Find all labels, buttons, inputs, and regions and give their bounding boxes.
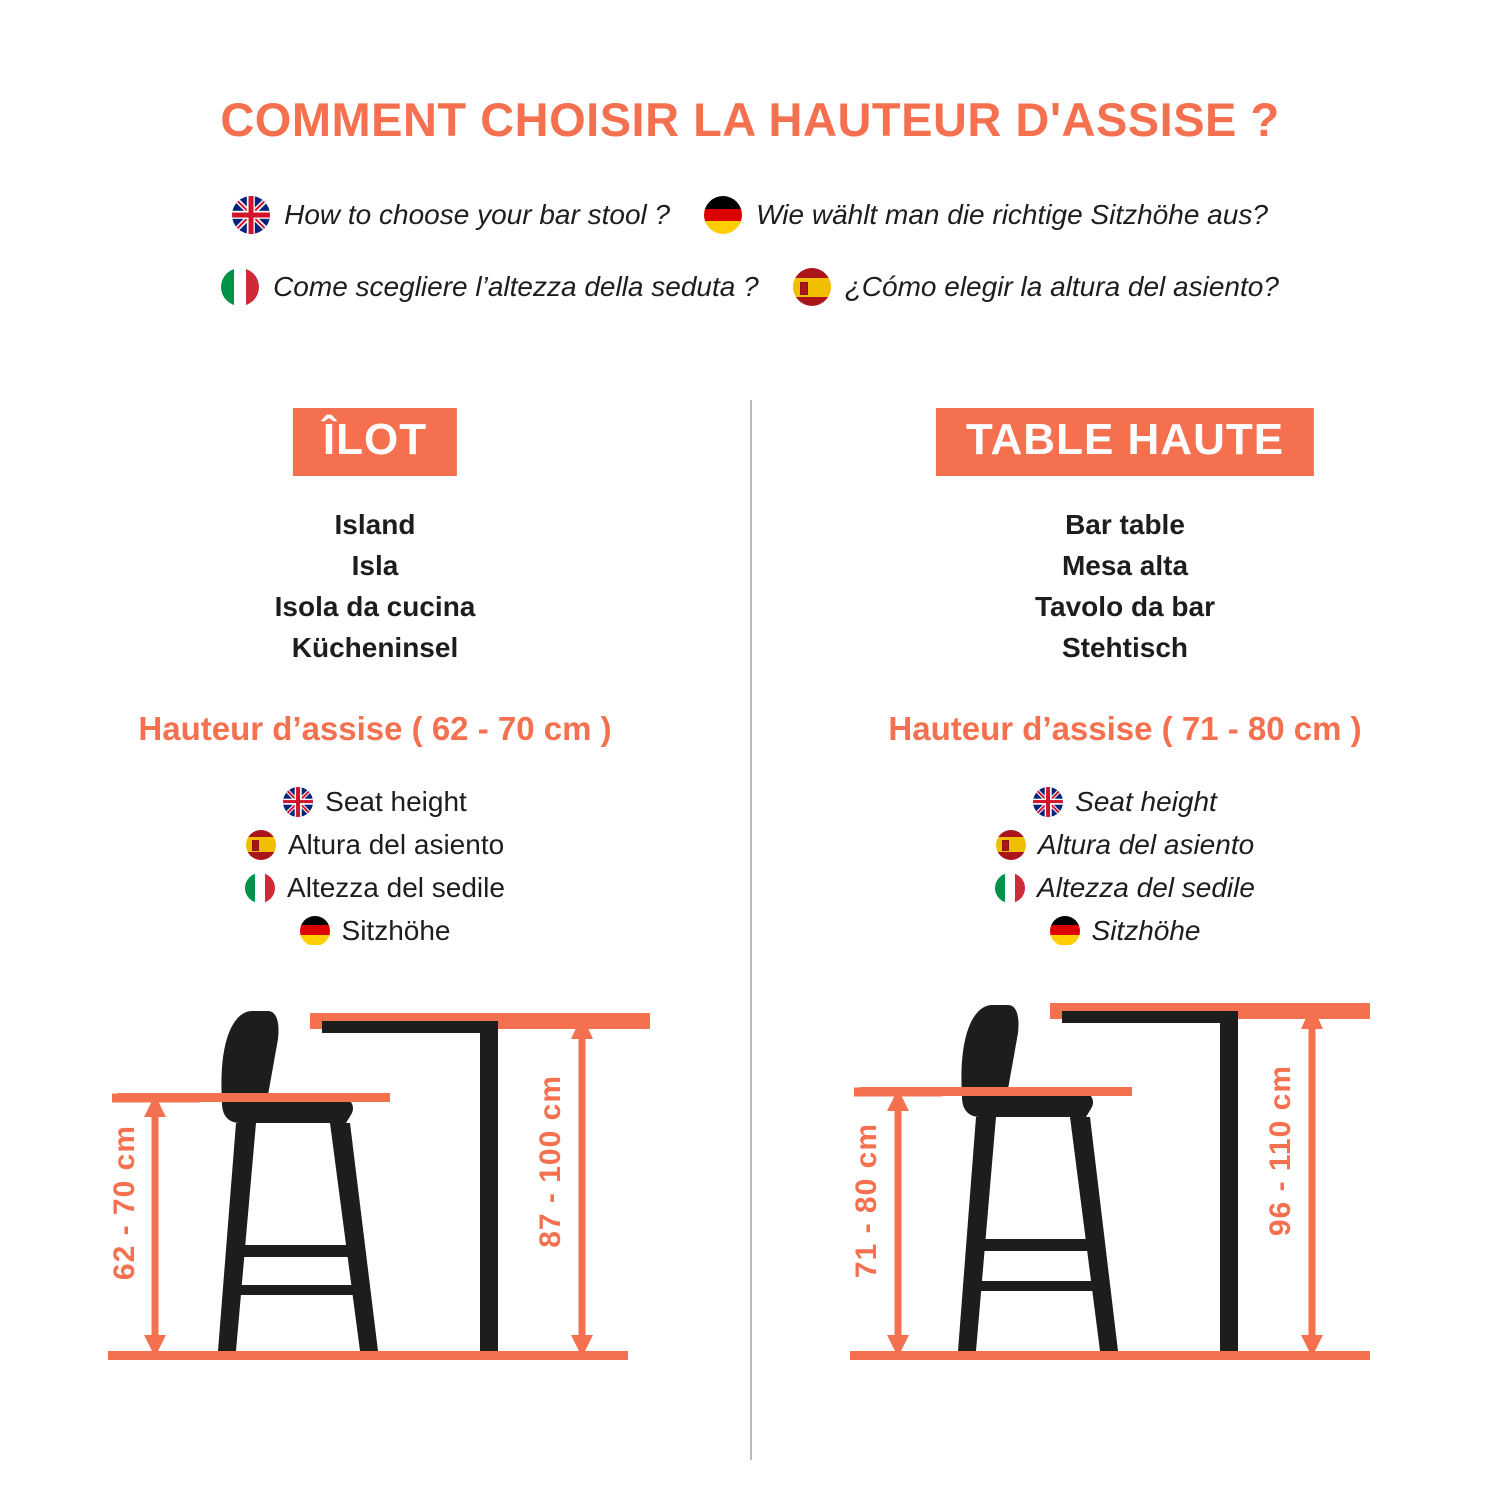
island-banner: ÎLOT [293, 408, 457, 476]
island-seat-lang-es-text: Altura del asiento [287, 828, 505, 860]
bar-table-seat-height-title: Hauteur d’assise ( 71 - 80 cm ) [888, 710, 1362, 747]
uk-flag-icon [1033, 787, 1063, 817]
header-translation-es [793, 268, 1279, 306]
island-translation-it: Isola da cucina [274, 591, 476, 622]
header-translation-de [704, 196, 1268, 234]
page-title: COMMENT CHOISIR LA HAUTEUR D'ASSISE ? [220, 93, 1280, 146]
bar-table-seat-lang-en-text: Seat height [1075, 785, 1217, 817]
header-translation-de-text: Wie wählt man die richtige Sitzhöhe aus? [756, 199, 1268, 230]
germany-flag-icon [704, 196, 742, 234]
spain-flag-icon [793, 268, 831, 306]
header-translations-row-2 [0, 268, 1500, 306]
bar-table-seat-lang-es [750, 823, 1500, 866]
uk-flag-icon [283, 787, 313, 817]
header-translation-en-text: How to choose your bar stool ? [284, 199, 671, 230]
bar-table-translation-es: Mesa alta [1061, 550, 1189, 581]
bar-table-banner: TABLE HAUTE [936, 408, 1314, 476]
bar-table-seat-lang-it-text: Altezza del sedile [1037, 871, 1255, 903]
italy-flag-icon [995, 873, 1025, 903]
island-seat-height-title: Hauteur d’assise ( 62 - 70 cm ) [138, 710, 612, 747]
bar-table-translation-it: Tavolo da bar [1035, 591, 1215, 622]
island-translation-de: Kücheninsel [291, 632, 459, 663]
island-seat-lang-it-text: Altezza del sedile [287, 871, 505, 903]
bar-table-seat-lang-de [750, 909, 1500, 952]
bar-table-diagram [750, 995, 1500, 1395]
spain-flag-icon [246, 830, 276, 860]
bar-table-seat-height-translations [750, 780, 1500, 952]
italy-flag-icon [221, 268, 259, 306]
bar-table-seat-height-dimension: 71 - 80 cm [850, 1123, 883, 1279]
island-translation-es: Isla [351, 550, 399, 581]
island-translation-en: Island [334, 509, 416, 540]
column-bar-table [750, 400, 1500, 1460]
germany-flag-icon [300, 916, 330, 946]
header-translation-it-text: Come scegliere l’altezza della seduta ? [273, 271, 759, 302]
island-seat-height-dimension: 62 - 70 cm [108, 1125, 141, 1281]
bar-table-seat-lang-it [750, 866, 1500, 909]
bar-table-translations [750, 504, 1500, 668]
header-translation-es-text: ¿Cómo elegir la altura del asiento? [844, 271, 1279, 302]
bar-table-seat-lang-en [750, 780, 1500, 823]
island-translations [0, 504, 750, 668]
column-island [0, 400, 750, 1460]
bar-table-seat-lang-es-text: Altura del asiento [1037, 828, 1255, 860]
island-seat-lang-en-text: Seat height [325, 785, 467, 817]
bar-table-table-height-dimension: 96 - 110 cm [1264, 1065, 1297, 1237]
island-seat-height-translations [0, 780, 750, 952]
italy-flag-icon [245, 873, 275, 903]
header-translations-row-1 [0, 196, 1500, 234]
island-seat-lang-de-text: Sitzhöhe [341, 914, 451, 946]
island-seat-lang-it [0, 866, 750, 909]
island-table-height-dimension: 87 - 100 cm [534, 1075, 567, 1248]
header-translation-en [232, 196, 670, 234]
island-diagram [0, 995, 750, 1395]
spain-flag-icon [996, 830, 1026, 860]
bar-table-seat-lang-de-text: Sitzhöhe [1091, 914, 1201, 946]
bar-table-translation-en: Bar table [1065, 509, 1185, 540]
header-translation-it [221, 268, 759, 306]
island-seat-lang-de [0, 909, 750, 952]
uk-flag-icon [232, 196, 270, 234]
bar-table-translation-de: Stehtisch [1061, 632, 1189, 663]
island-seat-lang-es [0, 823, 750, 866]
germany-flag-icon [1050, 916, 1080, 946]
island-seat-lang-en [0, 780, 750, 823]
